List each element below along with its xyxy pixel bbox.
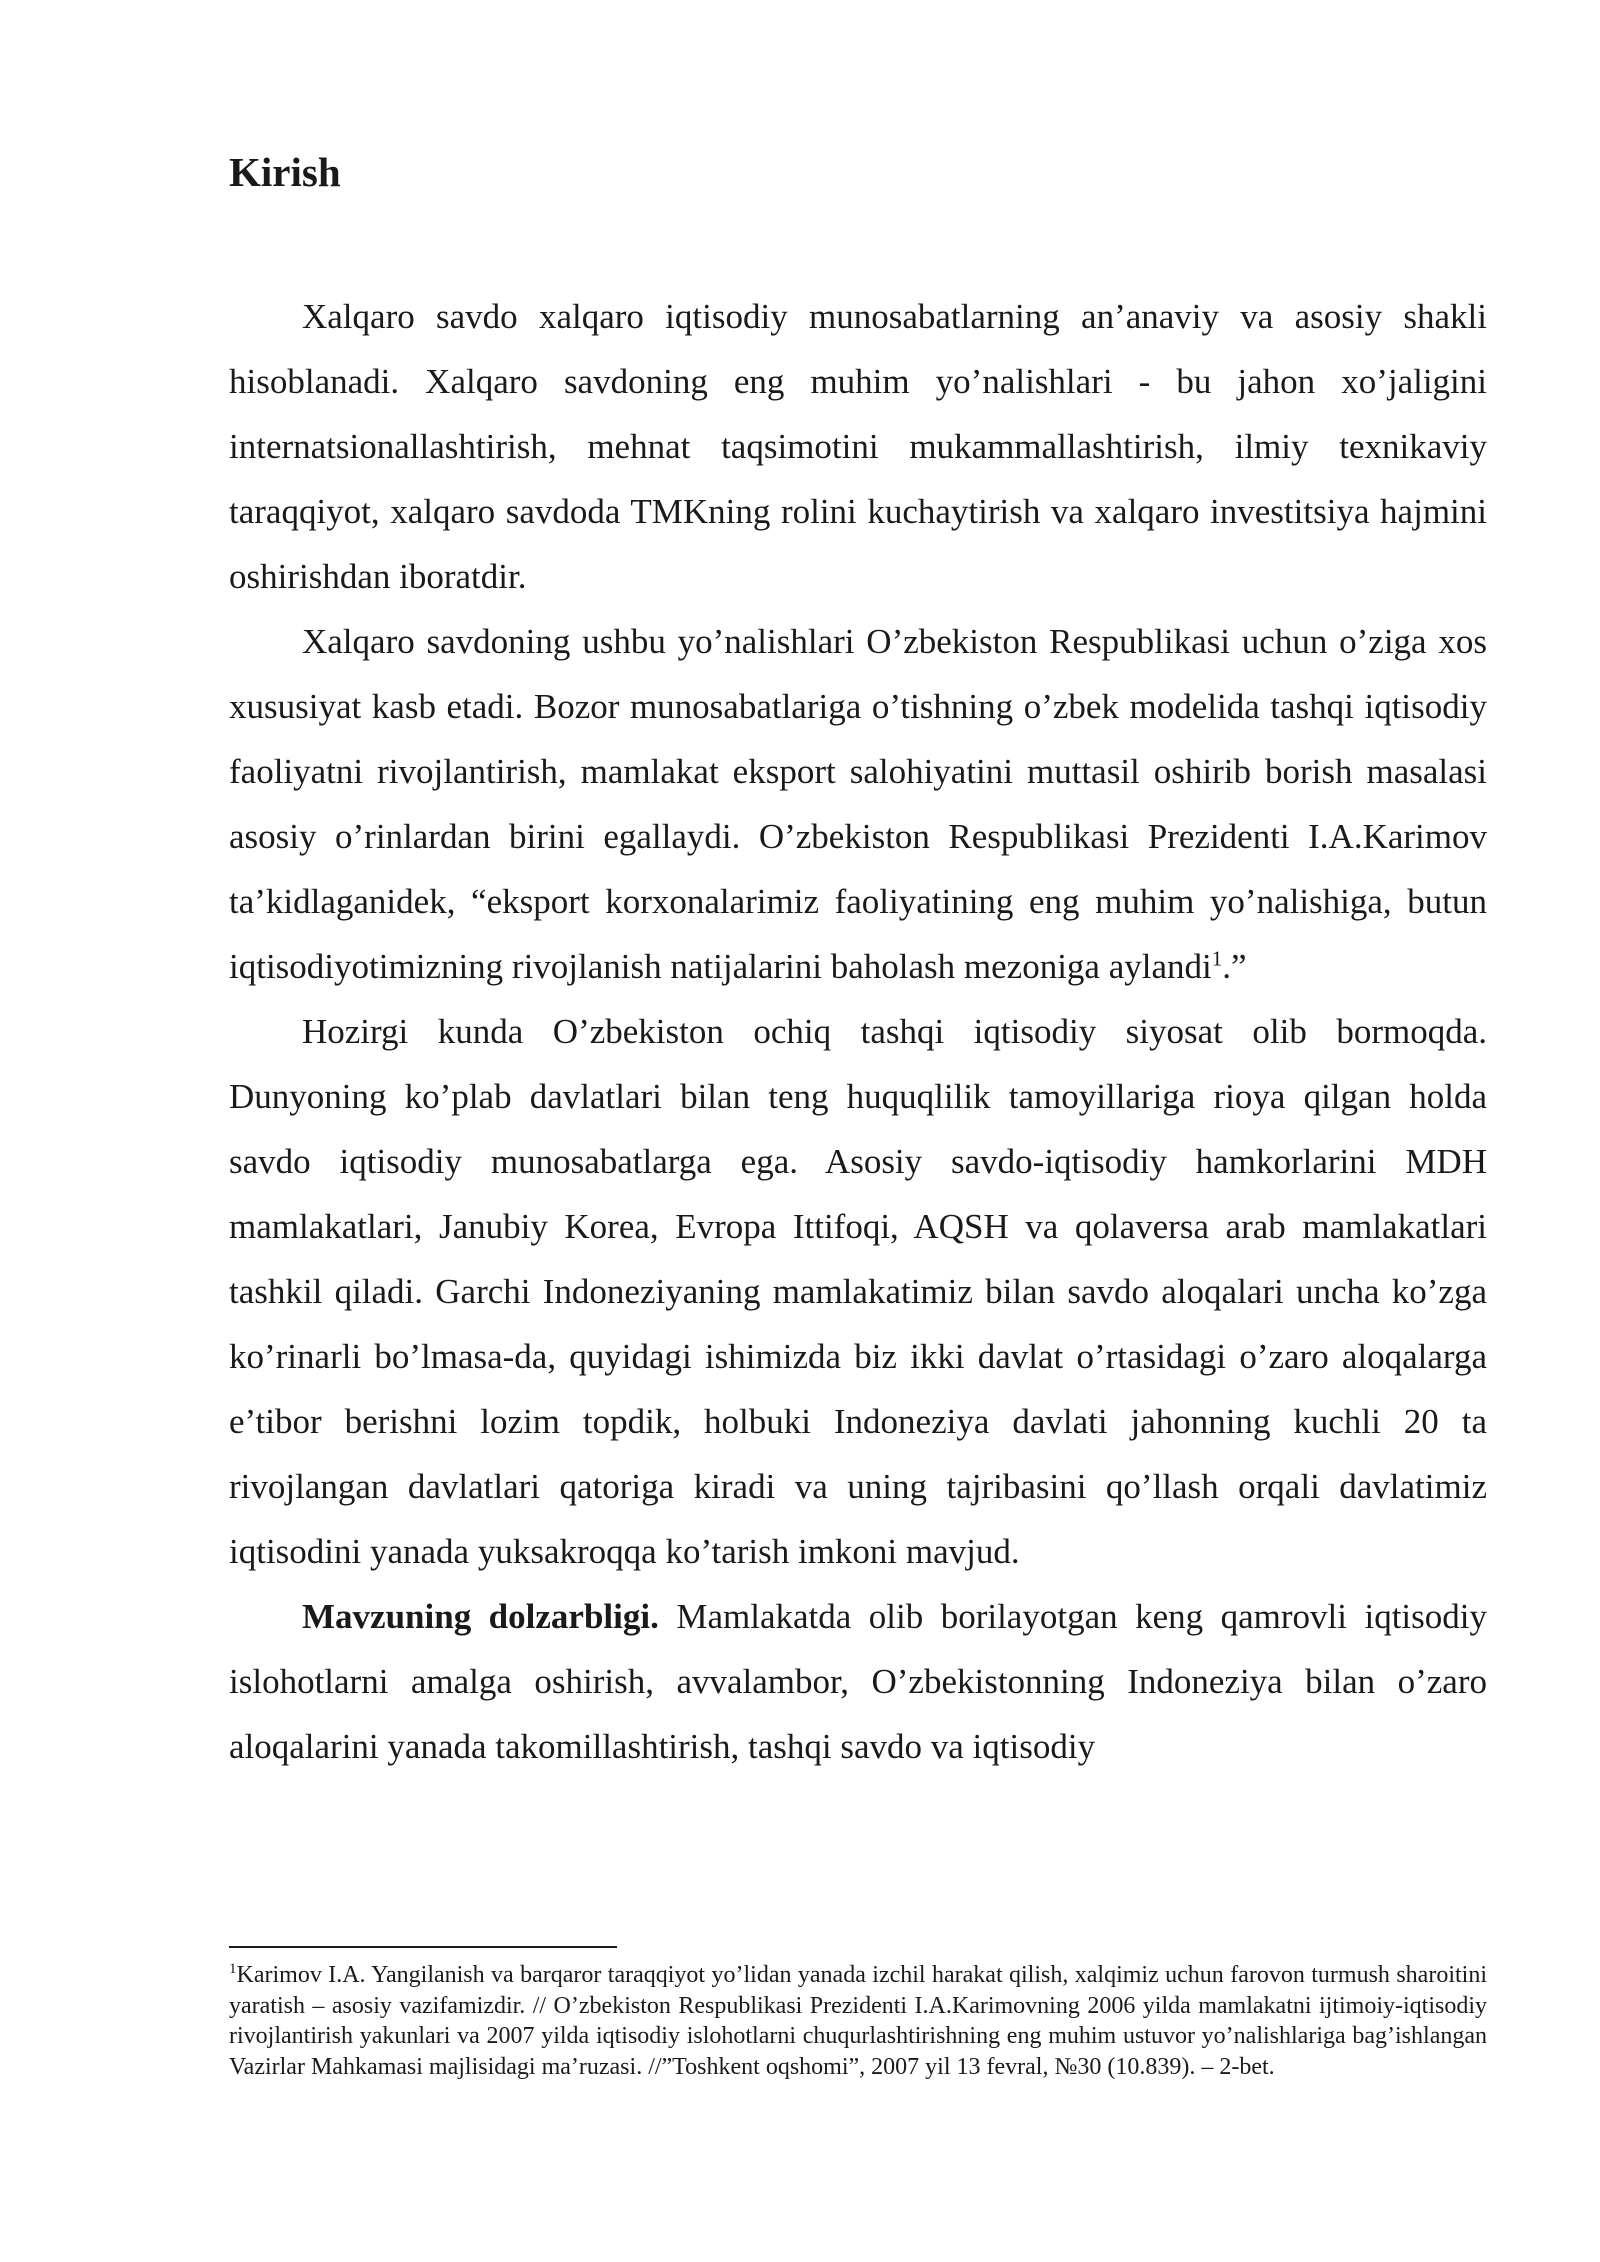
footnote bbox=[229, 1960, 1487, 2082]
paragraph-4-bold-lead: Mavzuning dolzarbligi. bbox=[302, 1597, 659, 1636]
section-heading: Kirish bbox=[229, 149, 341, 195]
paragraph-3: Hozirgi kunda O’zbekiston ochiq tashqi iqtisodiy siyosat olib bormoqda. Dunyoning ko’plab davlatlari bilan teng huquqlilik tamoyillariga rioya qilgan holda savdo iqtisodiy munosabatlarga ega. Asosiy savdo-iqtisodiy hamkorlarini MDH mamlakatlari, Janubiy Korea, Evropa Ittifoqi, AQSH va qolaversa arab mamlakatlari tashkil qiladi. Garchi Indoneziyaning mamlakatimiz bilan savdo aloqalari uncha ko’zga ko’rinarli bo’lmasa-da, quyidagi ishimizda biz ikki davlat o’rtasidagi o’zaro aloqalarga e’tibor berishni lozim topdik, holbuki Indoneziya davlati jahonning kuchli 20 ta rivojlangan davlatlari qatoriga kiradi va uning tajribasini qo’llash orqali davlatimiz iqtisodini yanada yuksakroqqa ko’tarish imkoni mavjud. bbox=[229, 1012, 1487, 1571]
body-text bbox=[229, 284, 1487, 1779]
paragraph-4 bbox=[229, 1584, 1487, 1779]
paragraph-1: Xalqaro savdo xalqaro iqtisodiy munosabatlarning an’anaviy va asosiy shakli hisoblanadi. Xalqaro savdoning eng muhim yo’nalishlari - bu jahon xo’jaligini internatsionallashtirish, mehnat taqsimotini mukammallashtirish, ilmiy texnikaviy taraqqiyot, xalqaro savdoda TMKning rolini kuchaytirish va xalqaro investitsiya hajmini oshirishdan iboratdir. bbox=[229, 297, 1487, 596]
footnote-text: Karimov I.A. Yangilanish va barqaror taraqqiyot yo’lidan yanada izchil harakat qilish, xalqimiz uchun farovon turmush sharoitini yaratish – asosiy vazifamizdir. // O’zbekiston Respublikasi Prezidenti I.A.Karimovning 2006 yilda mamlakatni ijtimoiy-iqtisodiy rivojlantirish yakunlari va 2007 yilda iqtisodiy islohotlarni chuqurlashtirishning eng muhim ustuvor yo’nalishlariga bag’ishlangan Vazirlar Mahkamasi majlisidagi ma’ruzasi. //”Toshkent oqshomi”, 2007 yil 13 fevral, №30 (10.839). – 2-bet. bbox=[229, 1962, 1487, 2080]
footnote-reference[interactable]: 1 bbox=[1211, 946, 1223, 971]
paragraph-2 bbox=[229, 609, 1487, 999]
footnote-marker: 1 bbox=[229, 1961, 237, 1977]
paragraph-4-text: Mamlakatda olib borilayotgan keng qamrovli iqtisodiy islohotlarni amalga oshirish, avvalambor, O’zbekistonning Indoneziya bilan o’zaro aloqalarini yanada takomillashtirish, tashqi savdo va iqtisodiy bbox=[229, 1597, 1487, 1766]
footnote-separator bbox=[229, 1946, 617, 1948]
paragraph-2-text: Xalqaro savdoning ushbu yo’nalishlari O’zbekiston Respublikasi uchun o’ziga xos xususiyat kasb etadi. Bozor munosabatlariga o’tishning o’zbek modelida tashqi iqtisodiy faoliyatni rivojlantirish, mamlakat eksport salohiyatini muttasil oshirib borish masalasi asosiy o’rinlardan birini egallaydi. O’zbekiston Respublikasi Prezidenti I.A.Karimov ta’kidlaganidek, “eksport korxonalarimiz faoliyatining eng muhim yo’nalishiga, butun iqtisodiyotimizning rivojlanish natijalarini baholash mezoniga aylandi bbox=[229, 622, 1487, 986]
paragraph-2-end: .” bbox=[1222, 947, 1247, 986]
